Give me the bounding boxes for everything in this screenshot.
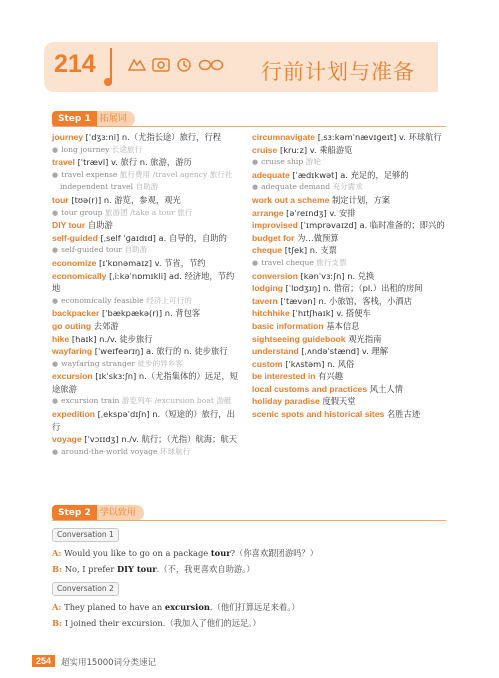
bullet-icon: ● [52, 208, 59, 217]
definition: 基本信息 [323, 320, 360, 331]
definition: [ɪˈkɒnəmaɪz] v. 节省，节约 [96, 257, 206, 268]
headword: tavern [252, 295, 278, 306]
step2-underline [52, 520, 446, 521]
vocab-entry [52, 156, 242, 169]
bullet-icon: ● [52, 359, 59, 368]
headword: journey [52, 132, 84, 142]
example-chinese: 自助游 [135, 182, 159, 192]
headword: circumnavigate [252, 132, 316, 142]
headword: sightseeing guidebook [252, 333, 346, 344]
vocab-entry [252, 282, 448, 295]
example-english: excursion train [61, 396, 120, 406]
example-phrase [52, 181, 242, 194]
vocab-entry [52, 433, 242, 446]
definition: [ˈædɪkwət] a. 充足的，足够的 [289, 169, 409, 180]
vocab-entry [252, 295, 448, 308]
example-chinese: 长途旅行 [111, 144, 143, 154]
headword: arrange [252, 207, 284, 218]
line-text-before: No, I prefer [64, 564, 117, 574]
line-text-after: .（他们打算远足来着。） [209, 602, 300, 612]
example-english: wayfaring stranger [61, 358, 135, 368]
step2-subtitle: 学以致用 [97, 505, 144, 521]
headword: adequate [252, 169, 290, 180]
conversation-2-line-b [52, 617, 261, 629]
definition: [ˈbækpækə(r)] n. 背包客 [99, 308, 201, 319]
vocab-entry [252, 383, 448, 396]
example-phrase [52, 395, 242, 408]
definition: [ˈhɪtʃhaɪk] v. 搭便车 [289, 308, 371, 319]
example-english: self-guided tour [61, 245, 122, 255]
definition: 名胜古迹 [384, 409, 421, 420]
headword: economically [52, 270, 107, 281]
vocab-entry [52, 370, 242, 395]
example-chinese: 徒步的异乡客 [137, 358, 183, 368]
vocab-entry [52, 131, 242, 144]
book-title: 超实用15000词分类速记 [61, 658, 157, 668]
camera-flag-icon [128, 58, 146, 77]
definition: 自助游 [85, 220, 113, 231]
bullet-icon: ● [52, 170, 59, 179]
example-chinese: 环球航行 [159, 446, 191, 456]
example-chinese: 经济上可行的 [146, 295, 192, 305]
headword: self-guided [52, 232, 98, 243]
headword: cheque [252, 245, 283, 256]
vocab-entry [252, 358, 448, 371]
example-chinese: 充分需求 [332, 182, 363, 192]
example-chinese: 自助游 [124, 245, 148, 255]
conversation-1-line-a [52, 547, 318, 559]
banner-icons [128, 58, 224, 77]
clock-icon [176, 58, 192, 77]
definition: [ˈdʒɜːni] n.（尤指长途）旅行，行程 [83, 132, 222, 142]
definition: [ɪkˈskɜːʃn] n.（尤指集体的）远足，短途旅游 [52, 371, 239, 394]
vocab-entry [252, 194, 448, 207]
step1-label: Step 1 [52, 111, 97, 127]
vocab-entry [252, 207, 448, 220]
example-phrase [52, 446, 242, 459]
vocab-entry [252, 232, 448, 245]
headword: lodging [252, 283, 284, 294]
vocab-column-right [252, 131, 448, 421]
line-keyword: excursion [164, 602, 210, 612]
example-english: travel expense [61, 169, 118, 179]
example-phrase [252, 156, 448, 169]
vocab-entry [252, 244, 448, 257]
vocab-entry [252, 333, 448, 346]
definition: [kənˈvɜːʃn] n. 兑换 [297, 270, 375, 281]
conversation-1-tag: Conversation 1 [52, 528, 119, 542]
definition: 风土人情 [367, 383, 403, 394]
definition: [ˈlɒdʒɪŋ] n. 借宿；（pl.）出租的房间 [283, 283, 423, 294]
headword: voyage [52, 434, 82, 445]
headword: expedition [52, 409, 95, 420]
bullet-icon: ● [52, 397, 59, 406]
vocab-entry [52, 333, 242, 346]
headword: economize [52, 257, 97, 268]
example-chinese: 游轮 [305, 157, 321, 167]
headword: hitchhike [252, 308, 290, 319]
speaker-label: B: [52, 618, 63, 628]
step2-header [52, 505, 144, 521]
definition: 去郊游 [91, 320, 119, 331]
vocab-entry [252, 320, 448, 333]
line-text-before: They planed to have an [64, 602, 165, 612]
definition: [ˌiːkəˈnɒmɪkli] ad. 经济地，节约地 [52, 270, 235, 294]
example-phrase [52, 144, 242, 157]
line-keyword: DIY tour [116, 564, 157, 574]
vocab-entry [252, 270, 448, 283]
headword: budget for [252, 232, 295, 243]
headword: go outing [52, 320, 92, 331]
vocab-entry [52, 232, 242, 245]
headword: improvised [252, 220, 298, 231]
headword: conversion [252, 270, 298, 281]
conversation-2-line-a [52, 601, 300, 613]
definition: [kruːz] v. 乘船游览 [277, 144, 353, 155]
step2-label: Step 2 [52, 505, 97, 521]
example-phrase [52, 169, 242, 182]
headword: custom [252, 358, 283, 369]
vocab-entry [252, 131, 448, 144]
vocab-column-left [52, 131, 242, 458]
definition: [tʃek] n. 支票 [282, 245, 337, 256]
headword: excursion [52, 371, 93, 382]
example-phrase [52, 295, 242, 308]
headword: be interested in [252, 371, 316, 382]
definition: [ˌself ˈɡaɪdɪd] a. 自导的，自助的 [97, 232, 227, 243]
vocab-entry [252, 395, 448, 408]
vocab-entry [52, 270, 242, 295]
headword: travel [52, 157, 75, 168]
page-number: 254 [32, 655, 55, 667]
example-english: adequate demand [261, 182, 331, 192]
example-phrase [52, 358, 242, 371]
headword: tour [52, 194, 69, 205]
example-english: economically feasible [61, 295, 144, 305]
definition: [ˈtrævl] v. 旅行 n. 旅游，游历 [74, 157, 192, 168]
definition: [tʊə(r)] n. 游览，参观，观光 [68, 194, 181, 205]
definition: 观光指南 [345, 333, 382, 344]
vocab-entry [52, 408, 242, 433]
headword: backpacker [52, 308, 100, 319]
bullet-icon: ● [252, 158, 259, 167]
definition: [ˈtævən] n. 小旅馆，客栈，小酒店 [277, 295, 413, 306]
example-chinese: 游览列车 /excursion boat 游艇 [121, 396, 232, 406]
definition: [ˌʌndəˈstænd] v. 理解 [298, 346, 389, 357]
example-english: tour group [61, 207, 103, 217]
banner-dot [104, 78, 112, 86]
glasses-icon [198, 58, 224, 77]
headword: basic information [252, 320, 324, 331]
step1-underline [52, 126, 446, 127]
bullet-icon: ● [252, 183, 259, 192]
definition: 有兴趣 [315, 371, 344, 382]
vocab-entry [52, 320, 242, 333]
definition: 度假天堂 [319, 396, 356, 407]
bullet-icon: ● [52, 145, 59, 154]
vocab-entry [252, 144, 448, 157]
conversation-2-tag: Conversation 2 [52, 582, 119, 596]
conversation-1-line-b [52, 563, 255, 575]
vocab-entry [52, 257, 242, 270]
line-text-after: ?（你喜欢跟团游吗？） [230, 548, 319, 558]
example-english: long journey [61, 144, 110, 154]
example-english: travel cheque [261, 257, 314, 267]
headword: scenic spots and historical sites [252, 409, 385, 420]
headword: holiday paradise [252, 396, 320, 407]
bullet-icon: ● [252, 258, 259, 267]
vocab-entry [252, 370, 448, 383]
step1-header [52, 111, 135, 127]
vocab-entry [52, 307, 242, 320]
line-text-before: I joined their excursion.（我加入了他们的远足。） [64, 618, 261, 628]
example-phrase [252, 257, 448, 270]
speaker-label: B: [52, 564, 63, 574]
definition: [ˈkʌstəm] n. 风俗 [282, 358, 355, 369]
headword: work out a scheme [252, 194, 330, 205]
example-chinese: 旅行支票 [316, 257, 347, 267]
headword: local customs and practices [252, 383, 368, 394]
vocab-entry [252, 345, 448, 358]
example-english: around-the-world voyage [61, 446, 158, 456]
speaker-label: A: [52, 548, 62, 558]
bullet-icon: ● [52, 246, 59, 255]
line-text-after: .（不，我更喜欢自助游。） [156, 564, 255, 574]
vocab-entry [252, 169, 448, 182]
definition: [ˌsɜːkəmˈnævɪɡeɪt] v. 环球航行 [315, 132, 442, 142]
example-phrase [252, 181, 448, 194]
definition: [ˈvɔɪɪdʒ] n./v. 航行；（尤指）航海；航天 [81, 434, 237, 445]
vocab-entry [52, 219, 242, 232]
photo-frame-icon [152, 58, 170, 77]
headword: wayfaring [52, 346, 93, 357]
vocab-entry [52, 194, 242, 207]
definition: [ˈɪmprəvaɪzd] a. 临时准备的；即兴的 [297, 220, 445, 231]
speaker-label: A: [52, 602, 62, 612]
step1-subtitle: 拓展词 [97, 111, 135, 127]
headword: cruise [252, 144, 278, 155]
line-text-before: Would you like to go on a package [64, 548, 211, 558]
unit-number: 214 [54, 50, 96, 78]
definition: [ˈweɪfeərɪŋ] a. 旅行的 n. 徒步旅行 [92, 346, 228, 357]
definition: [ˌekspəˈdɪʃn] n.（短途的）旅行，出行 [52, 409, 235, 432]
example-phrase [52, 244, 242, 257]
vocab-entry [52, 345, 242, 358]
line-keyword: tour [210, 548, 231, 558]
vocab-entry [252, 307, 448, 320]
example-english: cruise ship [261, 157, 304, 167]
example-chinese: 旅游团 /take a tour 旅行 [104, 207, 193, 217]
definition: [əˈreɪndʒ] v. 安排 [283, 207, 356, 218]
page-title: 行前计划与准备 [261, 60, 415, 84]
headword: hike [52, 333, 70, 344]
bullet-icon: ● [52, 447, 59, 456]
example-chinese: 旅行费用 /travel agency 旅行社 [119, 169, 233, 179]
bullet-icon: ● [52, 296, 59, 305]
example-english: independent travel [60, 182, 134, 192]
vocab-entry [252, 219, 448, 232]
example-phrase [52, 207, 242, 220]
vocab-entry [252, 408, 448, 421]
definition: 为…做预算 [294, 232, 339, 243]
definition: 制定计划，方案 [329, 194, 391, 205]
headword: understand [252, 346, 299, 357]
headword: DIY tour [52, 220, 86, 231]
definition: [haɪk] n./v. 徒步旅行 [69, 333, 153, 344]
